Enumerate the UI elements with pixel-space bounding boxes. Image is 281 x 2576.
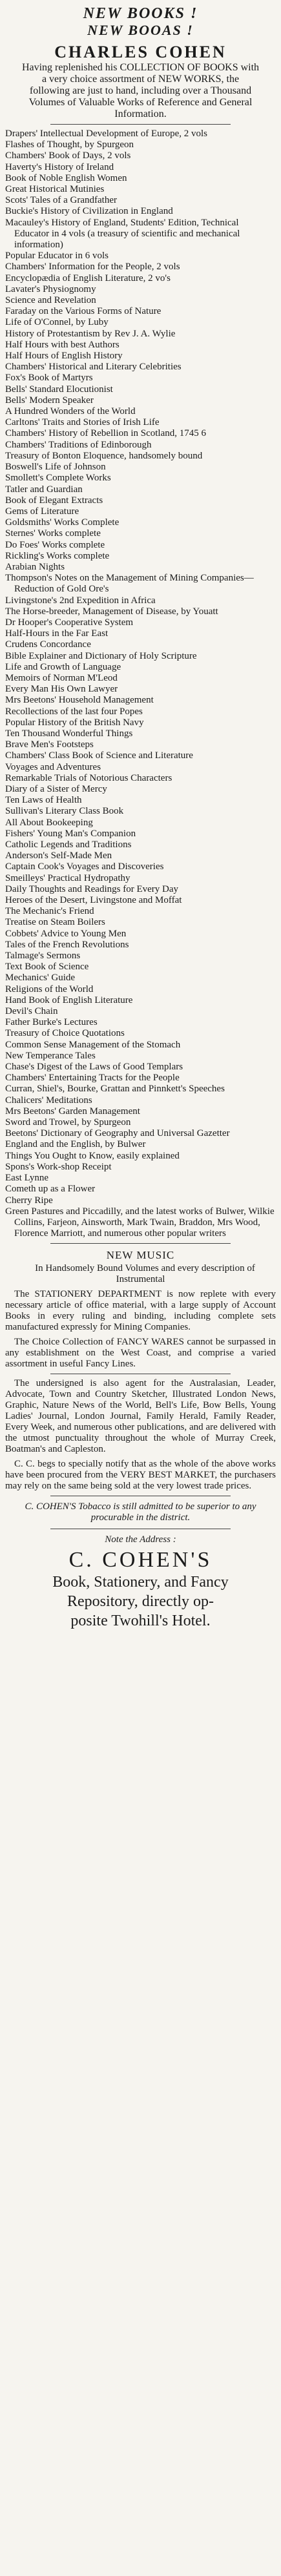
book-list-item: Bells' Modern Speaker xyxy=(5,395,94,406)
book-list-item: Macauley's History of England, Students' Edition, Technical Educator in 4 vols (a treasury of scientific and mechanical information) xyxy=(5,217,240,251)
book-list xyxy=(5,129,276,1239)
address-label: Note the Address : xyxy=(105,1534,176,1545)
masthead-name: CHARLES COHEN xyxy=(54,43,227,61)
book-list-item: Fishers' Young Man's Companion xyxy=(5,828,136,839)
book-list-item: Life of O'Connel, by Luby xyxy=(5,317,109,328)
book-list-item: Do Foes' Works complete xyxy=(5,539,105,550)
book-list-item: Chambers' Historical and Literary Celebrities xyxy=(5,362,182,373)
book-list-item: Father Burke's Lectures xyxy=(5,1017,98,1028)
book-list-item: Sword and Trowel, by Spurgeon xyxy=(5,1117,131,1128)
book-list-item: Text Book of Science xyxy=(5,962,89,973)
book-list-item: Fox's Book of Martyrs xyxy=(5,373,93,384)
book-list-item: Rickling's Works complete xyxy=(5,550,110,561)
book-list-item: Arabian Nights xyxy=(5,561,65,572)
book-list-item: Drapers' Intellectual Development of Europe, 2 vols xyxy=(5,129,208,139)
book-list-item: Popular History of the British Navy xyxy=(5,717,144,728)
book-list-item: Gems of Literature xyxy=(5,506,79,517)
book-list-item: Flashes of Thought, by Spurgeon xyxy=(5,139,134,150)
shop-line-2: Repository, directly op- xyxy=(67,1593,214,1611)
heading-new-books: NEW BOOKS ! xyxy=(83,5,198,22)
book-list-item: Chambers' Information for the People, 2 vols xyxy=(5,262,180,273)
book-list-item: East Lynne xyxy=(5,1173,49,1184)
heading-new-books-repeat: NEW BOOAS ! xyxy=(87,22,194,38)
book-list-item: Curran, Shiel's, Bourke, Grattan and Pinnkett's Speeches xyxy=(5,1084,225,1095)
book-list-item: Crudens Concordance xyxy=(5,639,91,650)
book-list-item: Science and Revelation xyxy=(5,295,96,306)
book-list-item: Faraday on the Various Forms of Nature xyxy=(5,306,161,317)
book-list-item: Chalicers' Meditations xyxy=(5,1095,92,1106)
book-list-item: Life and Growth of Language xyxy=(5,661,121,672)
book-list-item: Carltons' Traits and Stories of Irish Life xyxy=(5,417,160,428)
book-list-item: Scots' Tales of a Grandfather xyxy=(5,195,117,206)
book-list-item: Daily Thoughts and Readings for Every Day xyxy=(5,883,179,894)
book-list-item: Tales of the French Revolutions xyxy=(5,939,129,950)
book-list-item: Smeilleys' Practical Hydropathy xyxy=(5,872,130,883)
book-list-item: The Horse-breeder, Management of Disease, by Youatt xyxy=(5,606,218,617)
book-list-item: Diary of a Sister of Mercy xyxy=(5,783,107,794)
book-list-item: Half-Hours in the Far East xyxy=(5,628,109,639)
book-list-item: Dr Hooper's Cooperative System xyxy=(5,617,134,628)
book-list-item: Chambers' Traditions of Edinborough xyxy=(5,439,152,450)
book-list-item: Haverty's History of Ireland xyxy=(5,161,114,172)
book-list-item: Chambers' Entertaining Tracts for the People xyxy=(5,1073,180,1084)
book-list-item: Chambers' History of Rebellion in Scotland, 1745 6 xyxy=(5,428,207,439)
book-list-item: Buckie's History of Civilization in England xyxy=(5,206,173,217)
book-list-item: Ten Laws of Health xyxy=(5,795,82,806)
book-list-item: Encyclopædia of English Literature, 2 vo's xyxy=(5,273,171,283)
book-list-item: Mrs Beetons' Garden Management xyxy=(5,1106,140,1117)
book-list-item: Chambers' Class Book of Science and Literature xyxy=(5,750,193,761)
book-list-item: Sullivan's Literary Class Book xyxy=(5,806,124,817)
book-list-item: Cometh up as a Flower xyxy=(5,1184,96,1195)
shop-line-1: Book, Stationery, and Fancy xyxy=(52,1574,229,1591)
book-list-item: Anderson's Self-Made Men xyxy=(5,850,112,861)
book-list-item: Memoirs of Norman M'Leod xyxy=(5,672,118,683)
book-list-item: Boswell's Life of Johnson xyxy=(5,462,106,473)
shop-name: C. COHEN'S xyxy=(68,1548,213,1572)
book-list-item: Spons's Work-shop Receipt xyxy=(5,1161,112,1172)
book-list-item: Lavater's Physiognomy xyxy=(5,283,96,294)
shop-line-3: posite Twohill's Hotel. xyxy=(70,1613,211,1630)
tobacco-notice: C. COHEN'S Tobacco is still admitted to be superior to any procurable in the district. xyxy=(25,1501,256,1523)
book-list-item: Recollections of the last four Popes xyxy=(5,706,143,717)
pricing-paragraph: C. C. begs to specially notify that as the whole of the above works have been procured from the VERY BEST MARKET, the purchasers may rely on the same being sold at the very lowest trade prices. xyxy=(5,1459,276,1492)
book-list-item: Every Man His Own Lawyer xyxy=(5,684,118,695)
agency-paragraph: The undersigned is also agent for the Australasian, Leader, Advocate, Town and Country Sketcher, Illustrated London News, Graphic, Nature News of the World, Bell's Life, Bow Bells, Young Ladies' Journal, London Journal, Family Herald, Family Reader, Every Week, and numerous other publications, and are delivered with the utmost punctuality throughout the whole of Murray Creek, Boatman's and Capleston. xyxy=(5,1378,276,1455)
book-list-item: Tatler and Guardian xyxy=(5,484,83,495)
book-list-item: Remarkable Trials of Notorious Characters xyxy=(5,772,172,783)
book-list-item: Treasury of Choice Quotations xyxy=(5,1028,125,1039)
book-list-item: Catholic Legends and Traditions xyxy=(5,840,132,850)
book-list-item: Great Historical Mutinies xyxy=(5,184,105,195)
book-list-item: Hand Book of English Literature xyxy=(5,994,133,1005)
book-list-item: Beetons' Dictionary of Geography and Universal Gazetter xyxy=(5,1128,230,1139)
intro-text: Having replenished his COLLECTION OF BOOKS with a very choice assortment of NEW WORKS, the following are just to hand, including over a Thousand Volumes of Valuable Works of Reference and General Information. xyxy=(21,62,260,119)
book-list-item: Sternes' Works complete xyxy=(5,528,101,539)
book-list-item: New Temperance Tales xyxy=(5,1050,96,1061)
book-list-item: Thompson's Notes on the Management of Mining Companies—Reduction of Gold Ore's xyxy=(5,573,254,595)
book-list-item: Bells' Standard Elocutionist xyxy=(5,384,113,395)
book-list-item: History of Protestantism by Rev J. A. Wylie xyxy=(5,328,176,339)
book-list-item: Green Pastures and Piccadilly, and the latest works of Bulwer, Wilkie Collins, Farjeon, Ainsworth, Mark Twain, Braddon, Mrs Wood, Florence Marriott, and numerous other popular writers xyxy=(5,1206,275,1239)
book-list-item: Half Hours of English History xyxy=(5,351,123,362)
book-list-item: Bible Explainer and Dictionary of Holy Scripture xyxy=(5,650,197,661)
book-list-item: All About Bookeeping xyxy=(5,817,93,828)
book-list-item: Treatise on Steam Boilers xyxy=(5,917,105,928)
book-list-item: Livingstone's 2nd Expedition in Africa xyxy=(5,595,156,606)
book-list-item: Things You Ought to Know, easily explained xyxy=(5,1150,180,1161)
book-list-item: Goldsmiths' Works Complete xyxy=(5,517,120,528)
divider xyxy=(50,1243,231,1244)
book-list-item: Half Hours with best Authors xyxy=(5,339,120,350)
book-list-item: Brave Men's Footsteps xyxy=(5,739,94,750)
book-list-item: Religions of the World xyxy=(5,984,94,994)
book-list-item: Talmage's Sermons xyxy=(5,951,81,962)
book-list-item: Voyages and Adventures xyxy=(5,761,101,772)
book-list-item: Chambers' Book of Days, 2 vols xyxy=(5,150,131,161)
fancy-wares-paragraph: The Choice Collection of FANCY WARES cannot be surpassed in any establishment on the West Coast, and comprise a varied assortment in useful Fancy Lines. xyxy=(5,1337,276,1370)
book-list-item: Captain Cook's Voyages and Discoveries xyxy=(5,861,164,872)
book-list-item: The Mechanic's Friend xyxy=(5,906,94,917)
book-list-item: Heroes of the Desert, Livingstone and Moffat xyxy=(5,895,182,906)
book-list-item: Popular Educator in 6 vols xyxy=(5,251,109,262)
stationery-paragraph: The STATIONERY DEPARTMENT is now replete with every necessary article of office material, with a large supply of Account Books in every ruling and binding, including complete sets manufactured expressly for Mining Companies. xyxy=(5,1289,276,1333)
book-list-item: Cherry Ripe xyxy=(5,1195,53,1206)
book-list-item: Treasury of Bonton Eloquence, handsomely bound xyxy=(5,450,203,461)
book-list-item: Cobbets' Advice to Young Men xyxy=(5,928,127,939)
book-list-item: Book of Elegant Extracts xyxy=(5,495,103,506)
book-list-item: Book of Noble English Women xyxy=(5,172,127,183)
book-list-item: Chase's Digest of the Laws of Good Templars xyxy=(5,1062,183,1073)
music-title: NEW MUSIC xyxy=(106,1249,175,1262)
book-list-item: A Hundred Wonders of the World xyxy=(5,406,136,417)
book-list-item: Ten Thousand Wonderful Things xyxy=(5,728,133,739)
music-text: In Handsomely Bound Volumes and every description of Instrumental xyxy=(35,1263,255,1285)
book-list-item: England and the English, by Bulwer xyxy=(5,1139,146,1150)
book-list-item: Smollett's Complete Works xyxy=(5,473,111,484)
book-list-item: Mrs Beetons' Household Management xyxy=(5,695,154,706)
book-list-item: Mechanics' Guide xyxy=(5,973,76,984)
book-list-item: Common Sense Management of the Stomach xyxy=(5,1039,181,1050)
divider xyxy=(50,124,231,125)
book-list-item: Devil's Chain xyxy=(5,1006,58,1017)
